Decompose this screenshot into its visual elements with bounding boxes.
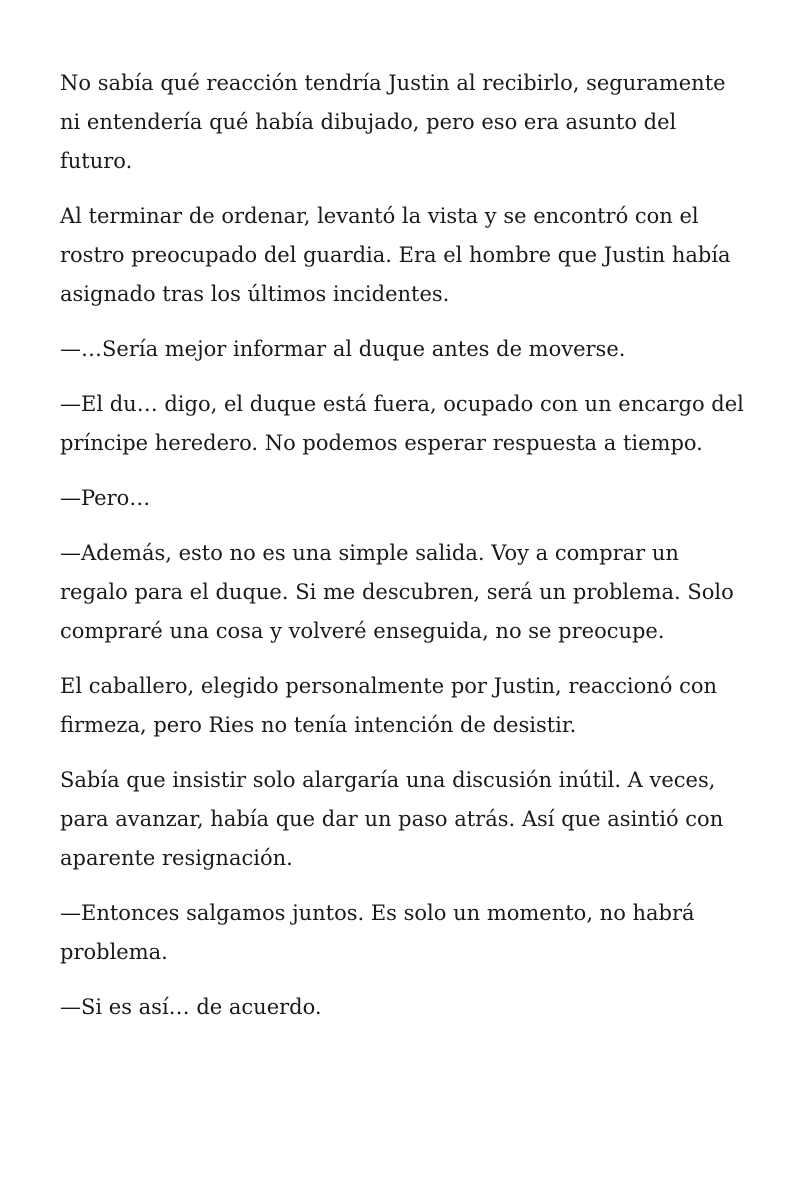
paragraph-4: —El du… digo, el duque está fuera, ocupado con un encargo del príncipe heredero. No podemos esperar respuesta a tiempo. bbox=[60, 392, 744, 455]
paragraph-9: —Entonces salgamos juntos. Es solo un momento, no habrá problema. bbox=[60, 901, 695, 964]
paragraph-7: El caballero, elegido personalmente por Justin, reaccionó con firmeza, pero Ries no tenía intención de desistir. bbox=[60, 674, 718, 737]
paragraph-2: Al terminar de ordenar, levantó la vista y se encontró con el rostro preocupado del guardia. Era el hombre que Justin había asignado tras los últimos incidentes. bbox=[60, 204, 731, 306]
paragraph-6: —Además, esto no es una simple salida. Voy a comprar un regalo para el duque. Si me descubren, será un problema. Solo compraré una cosa y volveré enseguida, no se preocupe. bbox=[60, 541, 734, 643]
paragraph-5: —Pero… bbox=[60, 486, 151, 510]
reading-page bbox=[60, 64, 750, 1043]
paragraph-1: No sabía qué reacción tendría Justin al recibirlo, seguramente ni entendería qué había dibujado, pero eso era asunto del futuro. bbox=[60, 71, 726, 173]
paragraph-10: —Si es así… de acuerdo. bbox=[60, 995, 322, 1019]
paragraph-3: —…Sería mejor informar al duque antes de moverse. bbox=[60, 337, 626, 361]
paragraph-8: Sabía que insistir solo alargaría una discusión inútil. A veces, para avanzar, había que dar un paso atrás. Así que asintió con aparente resignación. bbox=[60, 768, 724, 870]
